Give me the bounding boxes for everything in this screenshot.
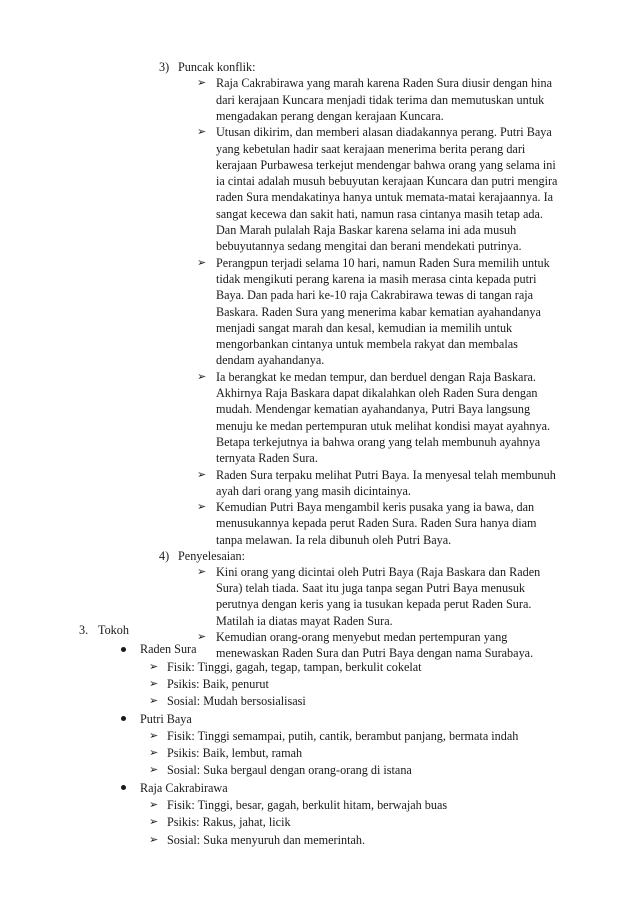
bullet-text-line: Kemudian orang-orang menyebut medan pertempuran yang: [216, 630, 508, 644]
bullet-text-line: Perangpun terjadi selama 10 hari, namun Raden Sura memilih untuk: [216, 255, 550, 270]
bullet-text-line: tidak mengikuti perang karena ia masih merasa cinta kepada putri: [216, 271, 537, 286]
bullet-text-line: mudah. Mendengar kematian ayahandanya, Putri Baya langsung: [216, 402, 531, 417]
character-trait: Fisik: Tinggi semampai, putih, cantik, berambut panjang, bermata indah: [167, 728, 519, 743]
bullet-text-line: dendam ayahandanya.: [216, 353, 325, 368]
character-trait: Sosial: Mudah bersosialisasi: [167, 694, 306, 709]
arrow-bullet-icon: ➢: [149, 677, 159, 690]
arrow-bullet-icon: ➢: [197, 77, 207, 90]
bullet-text-line: menjadi sangat marah dan kesal, kemudian ia memilih untuk: [216, 320, 513, 335]
character-trait: Sosial: Suka menyuruh dan memerintah.: [167, 832, 366, 847]
section-heading: Tokoh: [98, 623, 129, 637]
bullet-text-line: Ia berangkat ke medan tempur, dan berduel dengan Raja Baskara.: [216, 369, 536, 384]
bullet-text-line: Baskara. Raden Sura yang menerima kabar kematian ayahandanya: [216, 304, 541, 319]
arrow-bullet-icon: ➢: [197, 256, 207, 269]
section-number: 3.: [79, 623, 89, 637]
bullet-text-line: Baya. Dan pada hari ke-10 raja Cakrabirawa tewas di tangan raja: [216, 288, 534, 303]
arrow-bullet-icon: ➢: [149, 695, 159, 708]
arrow-bullet-icon: ➢: [149, 747, 159, 760]
bullet-text-line: Dan Marah pulalah Raja Baskar karena selama ini ada musuh: [216, 223, 517, 237]
arrow-bullet-icon: ➢: [197, 631, 207, 643]
subsection-number: 4): [159, 548, 170, 563]
arrow-bullet-icon: ➢: [149, 729, 159, 742]
bullet-text-line: menusukannya kepada perut Raden Sura. Raden Sura hanya diam: [216, 516, 537, 531]
character-trait: Psikis: Baik, lembut, ramah: [167, 746, 303, 761]
dot-bullet-icon: [121, 647, 126, 652]
bullet-text-line: ayah dari orang yang masih dicintainya.: [216, 483, 411, 498]
bullet-text-line: kerajaan Purbawesa terkejut mendengar bahwa orang yang selama ini: [216, 157, 556, 172]
bullet-text-line: Utusan dikirim, dan memberi alasan diadakannya perang. Putri Baya: [216, 125, 552, 140]
character-trait: Psikis: Rakus, jahat, licik: [167, 815, 291, 830]
bullet-text-line: bebuyutannya sedang mengitai dan berani mendekati putrinya.: [216, 239, 522, 254]
bullet-text-line: Kini orang yang dicintai oleh Putri Baya (Raja Baskara dan Raden: [216, 564, 541, 579]
bullet-text-line: ia cintai adalah musuh bebuyutan kerajaan Kuncara dan putri mengira: [216, 174, 558, 189]
bullet-text-line: Sura) telah tiada. Saat itu juga tanpa segan Putri Baya menusuk: [216, 581, 526, 596]
dot-bullet-icon: [121, 716, 126, 721]
arrow-bullet-icon: ➢: [149, 816, 159, 829]
bullet-text-line: Matilah ia diatas mayat Raden Sura.: [216, 613, 393, 628]
subsection-number: 3): [159, 60, 170, 74]
arrow-bullet-icon: ➢: [149, 799, 159, 811]
bullet-text-line: sangat kecewa dan sakit hati, namun rasa cintanya masih tetap ada.: [216, 206, 543, 221]
bullet-text-line: Raden Sura terpaku melihat Putri Baya. Ia menyesal telah membunuh: [216, 467, 556, 482]
arrow-bullet-icon: ➢: [197, 370, 207, 383]
dot-bullet-icon: [121, 785, 126, 790]
arrow-bullet-icon: ➢: [149, 660, 159, 673]
character-name: Raden Sura: [140, 642, 197, 657]
arrow-bullet-icon: ➢: [197, 501, 207, 514]
arrow-bullet-icon: ➢: [149, 833, 159, 846]
character-trait: Fisik: Tinggi, gagah, tegap, tampan, berkulit cokelat: [167, 659, 422, 674]
bullet-text-line: dari kerajaan Kuncara menjadi tidak terima dan memutuskan untuk: [216, 92, 545, 107]
subsection-heading: Puncak konflik:: [178, 60, 256, 74]
arrow-bullet-icon: ➢: [197, 565, 207, 578]
character-trait: Sosial: Suka bergaul dengan orang-orang di istana: [167, 763, 412, 778]
bullet-text-line: Raja Cakrabirawa yang marah karena Raden Sura diusir dengan hina: [216, 76, 553, 91]
character-trait: Fisik: Tinggi, besar, gagah, berkulit hitam, berwajah buas: [167, 798, 448, 812]
arrow-bullet-icon: ➢: [149, 764, 159, 777]
character-name: Raja Cakrabirawa: [140, 780, 228, 795]
bullet-text-line: menuju ke medan pertempuran utuk melihat kondisi mayat ayahnya.: [216, 418, 551, 433]
bullet-text-line: Kemudian Putri Baya mengambil keris pusaka yang ia bawa, dan: [216, 500, 535, 515]
bullet-text-line: Akhirnya Raja Baskara dapat dikalahkan oleh Raden Sura dengan: [216, 386, 538, 400]
bullet-text-line: raden Sura mendakatinya hanya untuk memata-matai kerajaannya. Ia: [216, 190, 554, 205]
bullet-text-line: mengadakan perang dengan kerajaan Kuncara.: [216, 108, 444, 123]
bullet-text-line: Betapa terkejutnya ia bahwa orang yang telah membunuh ayahnya: [216, 434, 541, 449]
character-name: Putri Baya: [140, 711, 192, 726]
bullet-text-line: perutnya dengan keris yang ia tusukan kepada perut Raden Sura.: [216, 597, 532, 612]
arrow-bullet-icon: ➢: [197, 468, 207, 481]
bullet-text-line: ternyata Raden Sura.: [216, 451, 318, 466]
character-trait: Psikis: Baik, penurut: [167, 676, 269, 691]
bullet-text-line: mengorbankan cintanya untuk membela rakyat dan membalas: [216, 337, 518, 352]
bullet-text-line: tanpa melawan. Ia rela dibunuh oleh Putri Baya.: [216, 532, 452, 547]
bullet-text-line: menewaskan Raden Sura dan Putri Baya dengan nama Surabaya.: [216, 646, 534, 661]
bullet-text-line: yang kebetulan hadir saat kerajaan menerima berita perang dari: [216, 141, 526, 156]
arrow-bullet-icon: ➢: [197, 126, 207, 139]
subsection-heading: Penyelesaian:: [178, 548, 246, 563]
